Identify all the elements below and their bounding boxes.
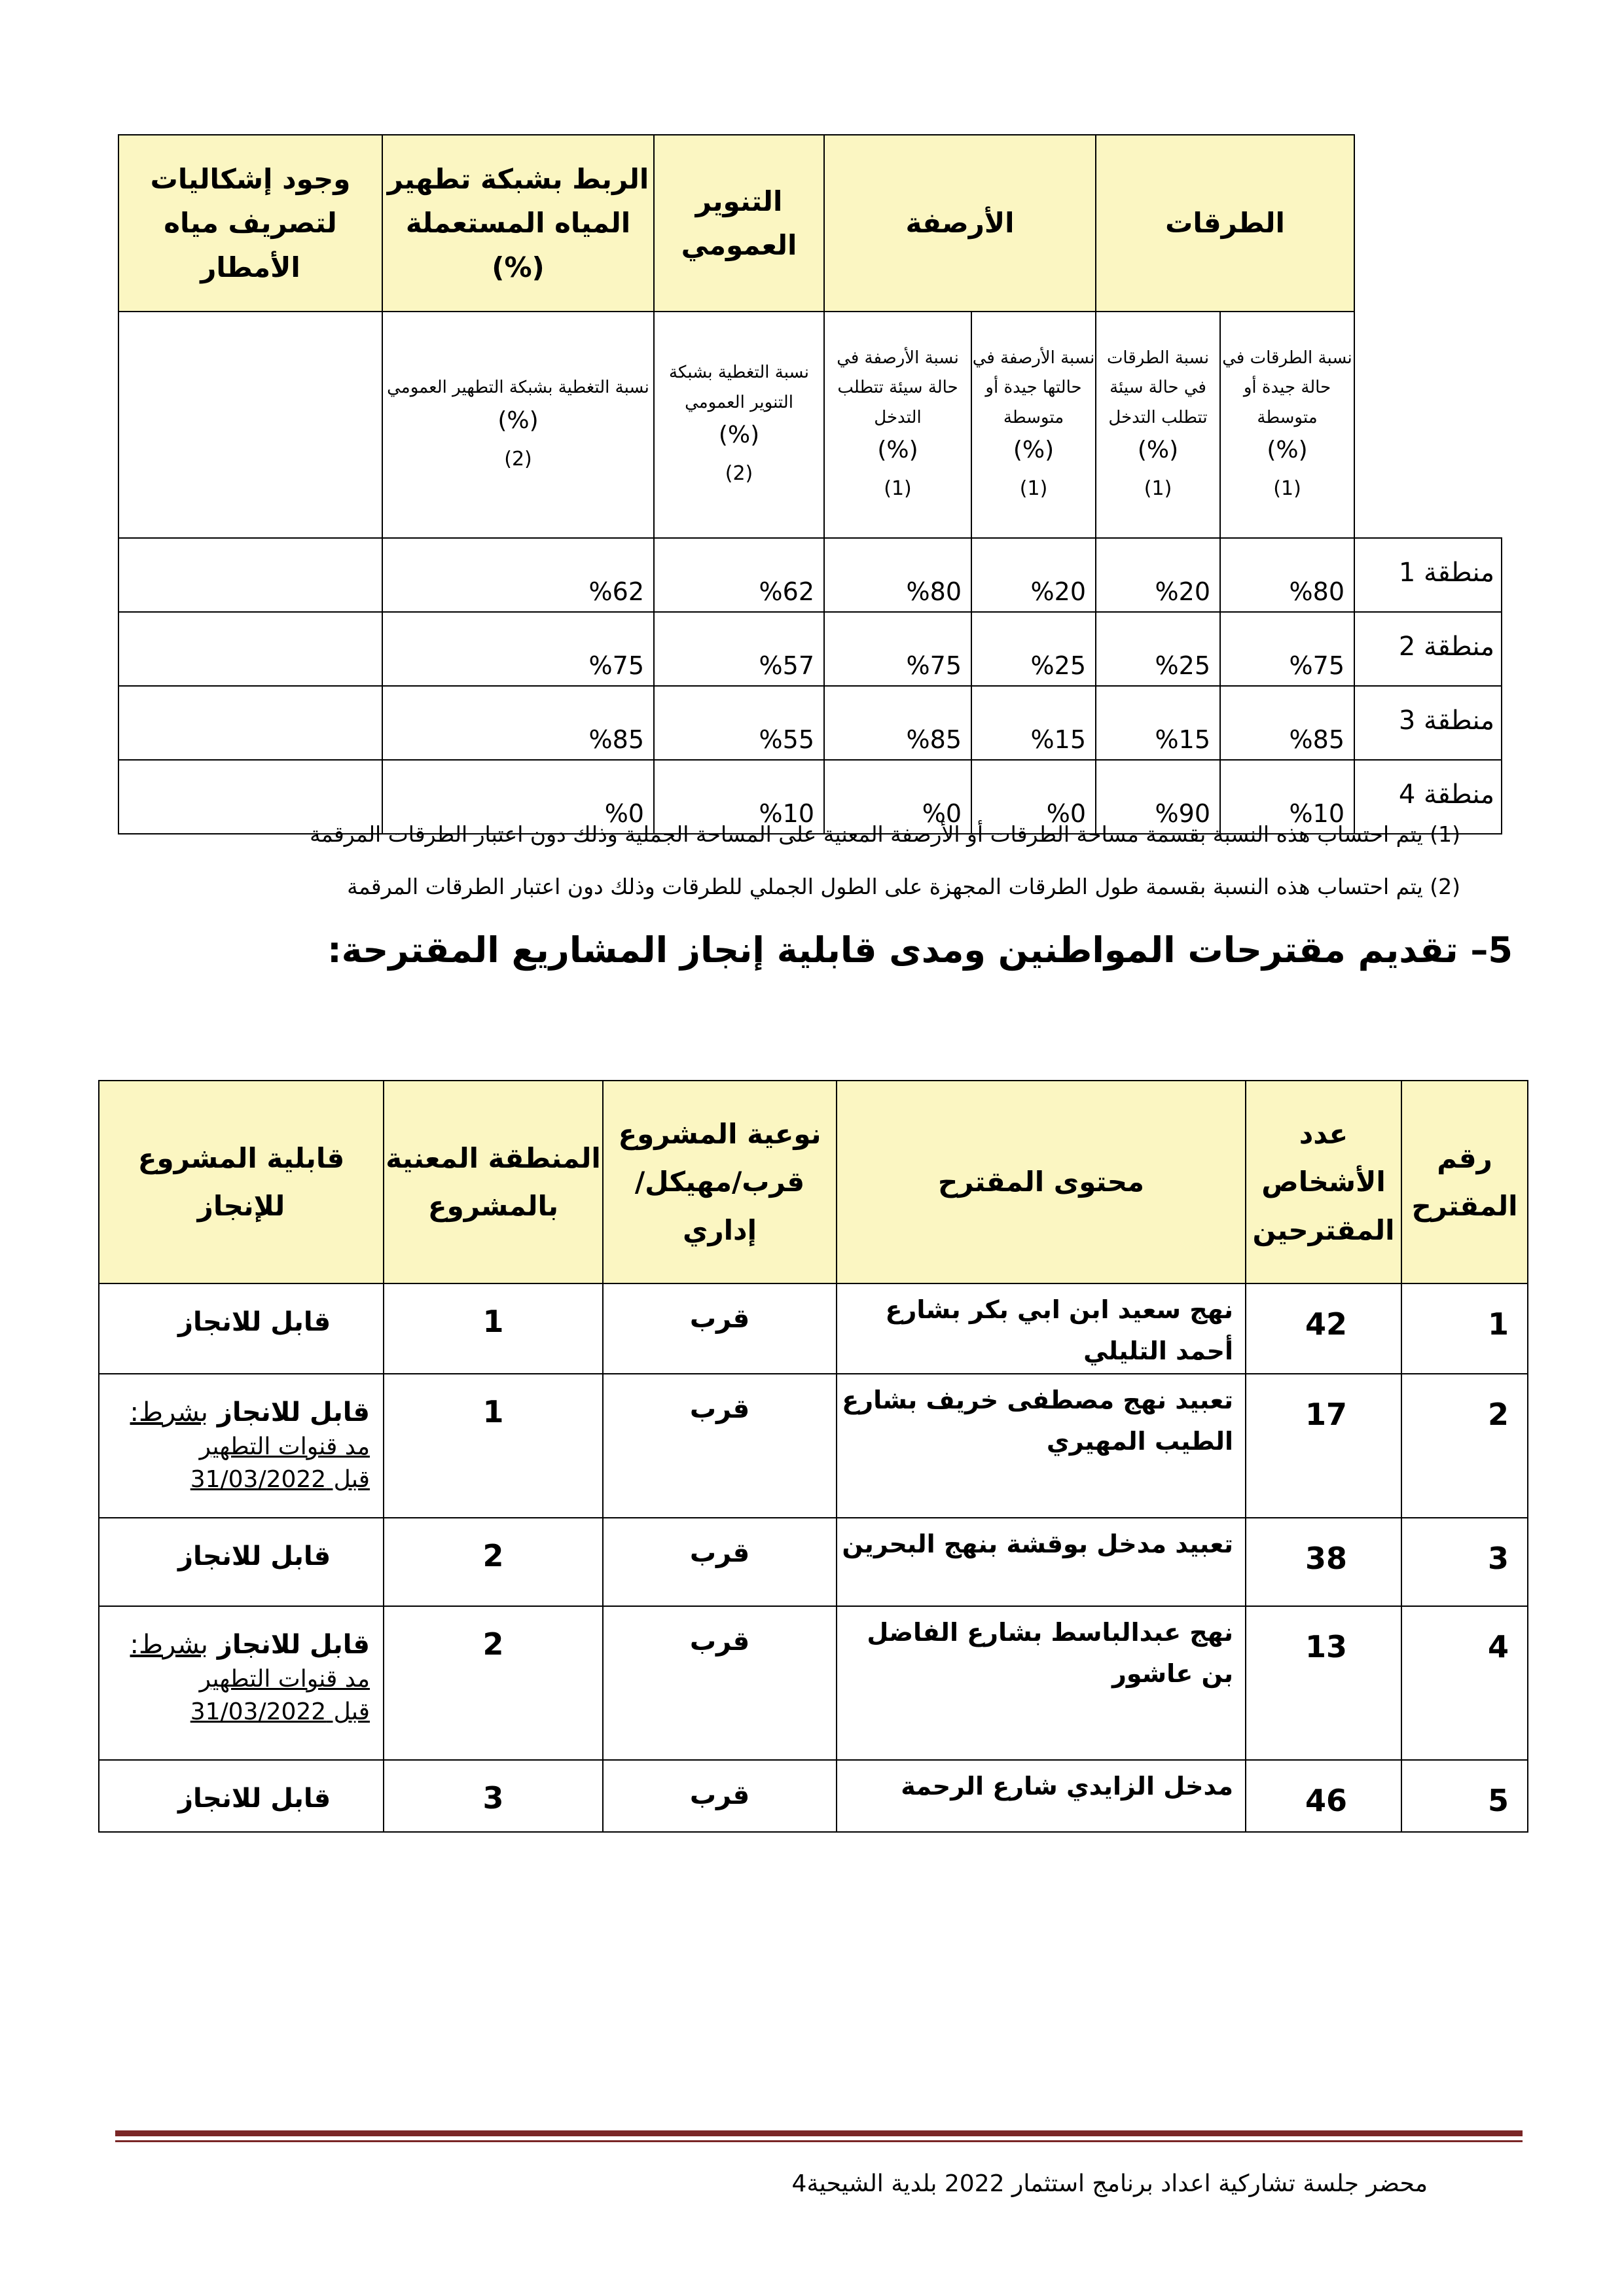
header-roads: الطرقات [1096,135,1354,312]
condition-detail: مد قنوات التطهير [199,1666,370,1693]
project-zone: 3 [384,1760,603,1832]
table-row [118,612,1502,686]
feasibility-cell [99,1374,384,1518]
condition-date: قبل 31/03/2022 [190,1466,370,1494]
cell-rainwater [118,612,382,686]
cell-sidewalks-good: %25 [971,612,1096,686]
footnote-2: (2) يتم احتساب هذه النسبة بقسمة طول الطرقات المجهزة على الطول الجملي للطرقات وذلك دون اعتبار الطرقات المرقمة [347,874,1460,899]
cell-roads-good: %85 [1220,686,1354,760]
table-row [118,686,1502,760]
project-type: قرب [603,1606,837,1760]
cell-sidewalks-good: %20 [971,538,1096,612]
proposal-content: نهج عبدالباسط بشارع الفاضل بن عاشور [837,1606,1246,1760]
project-type: قرب [603,1283,837,1374]
page-footer: محضر جلسة تشاركية اعداد برنامج استثمار 2022 بلدية الشيحية4 [791,2170,1428,2197]
footer-rule [115,2130,1523,2136]
footnote-1: (1) يتم احتساب هذه النسبة بقسمة مساحة الطرقات أو الأرصفة المعنية على المساحة الجملية وذلك دون اعتبار الطرقات المرقمة [310,821,1460,847]
cell-lighting: %55 [654,686,824,760]
zone-label: منطقة 3 [1354,686,1502,760]
condition-date: قبل 31/03/2022 [190,1698,370,1726]
header-proposal-content: محتوى المقترح [837,1081,1246,1283]
feasibility-status: قابل للانجاز [178,1541,331,1571]
proposal-number: 4 [1401,1606,1528,1760]
table-header-row [99,1081,1528,1283]
cell-roads-bad: %20 [1096,538,1220,612]
feasibility-cell [99,1760,384,1832]
header-sidewalks: الأرصفة [824,135,1096,312]
zone-label: منطقة 4 [1354,760,1502,834]
cell-roads-good: %75 [1220,612,1354,686]
feasibility-cell [99,1518,384,1606]
table-row [99,1518,1528,1606]
subheader-rainwater [118,312,382,538]
table-row [99,1374,1528,1518]
proposal-content: نهج سعيد ابن ابي بكر بشارع أحمد التليلي [837,1283,1246,1374]
subheader-roads-good: نسبة الطرقات في حالة جيدة أو متوسطة (%) (1) [1220,312,1354,538]
proposers-count: 42 [1246,1283,1401,1374]
feasibility-condition: بشرط: [130,1630,208,1660]
subheader-sidewalks-bad: نسبة الأرصفة في حالة سيئة تتطلب التدخل (%) (1) [824,312,971,538]
project-type: قرب [603,1374,837,1518]
feasibility-condition: بشرط: [130,1397,208,1427]
feasibility-cell [99,1606,384,1760]
table-row [99,1283,1528,1374]
feasibility-status: قابل للانجاز [217,1397,370,1427]
feasibility-status: قابل للانجاز [178,1307,331,1337]
header-sewer: الربط بشبكة تطهير المياه المستعملة (%) [382,135,654,312]
feasibility-status: قابل للانجاز [217,1630,370,1660]
proposers-count: 46 [1246,1760,1401,1832]
table-row [118,538,1502,612]
proposal-number: 2 [1401,1374,1528,1518]
proposal-content: مدخل الزايدي شارع الرحمة [837,1760,1246,1832]
cell-sidewalks-bad: %0 [824,760,971,834]
project-type: قرب [603,1760,837,1832]
project-zone: 1 [384,1374,603,1518]
subheader-sidewalks-good: نسبة الأرصفة في حالتها جيدة أو متوسطة (%) (1) [971,312,1096,538]
cell-lighting: %57 [654,612,824,686]
table-subheader-row [118,312,1502,538]
cell-roads-bad: %15 [1096,686,1220,760]
cell-sidewalks-good: %0 [971,760,1096,834]
proposers-count: 13 [1246,1606,1401,1760]
cell-lighting: %10 [654,760,824,834]
cell-roads-bad: %25 [1096,612,1220,686]
footer-rule-thin [115,2140,1523,2142]
header-lighting: التنوير العمومي [654,135,824,312]
proposal-number: 5 [1401,1760,1528,1832]
table-row [99,1760,1528,1832]
zone-label: منطقة 1 [1354,538,1502,612]
header-project-type: نوعية المشروع قرب/مهيكل/إداري [603,1081,837,1283]
table-header-row [118,135,1502,312]
subheader-lighting-coverage: نسبة التغطية بشبكة التنوير العمومي (%) (2) [654,312,824,538]
proposal-content: تعبيد نهج مصطفى خريف بشارع الطيب المهيري [837,1374,1246,1518]
infrastructure-status-table [118,134,1502,834]
project-zone: 2 [384,1606,603,1760]
header-proposers-count: عدد الأشخاص المقترحين [1246,1081,1401,1283]
proposals-table [98,1080,1528,1833]
subheader-sewer-coverage: نسبة التغطية بشبكة التطهير العمومي (%) (2) [382,312,654,538]
cell-sewer: %85 [382,686,654,760]
cell-sewer: %0 [382,760,654,834]
cell-sewer: %75 [382,612,654,686]
header-feasibility: قابلية المشروع للإنجاز [99,1081,384,1283]
feasibility-cell [99,1283,384,1374]
table-row [99,1606,1528,1760]
proposal-number: 3 [1401,1518,1528,1606]
header-rainwater: وجود إشكاليات لتصريف مياه الأمطار [118,135,382,312]
cell-roads-good: %10 [1220,760,1354,834]
cell-sidewalks-bad: %85 [824,686,971,760]
condition-detail: مد قنوات التطهير [199,1433,370,1460]
proposers-count: 38 [1246,1518,1401,1606]
project-type: قرب [603,1518,837,1606]
cell-rainwater [118,538,382,612]
proposal-number: 1 [1401,1283,1528,1374]
header-project-zone: المنطقة المعنية بالمشروع [384,1081,603,1283]
subheader-roads-bad: نسبة الطرقات في حالة سيئة تتطلب التدخل (%) (1) [1096,312,1220,538]
cell-sewer: %62 [382,538,654,612]
cell-rainwater [118,686,382,760]
project-zone: 2 [384,1518,603,1606]
proposers-count: 17 [1246,1374,1401,1518]
section-heading: 5– تقديم مقترحات المواطنين ومدى قابلية إنجاز المشاريع المقترحة: [327,929,1513,971]
project-zone: 1 [384,1283,603,1374]
cell-roads-bad: %90 [1096,760,1220,834]
feasibility-status: قابل للانجاز [178,1784,331,1814]
cell-roads-good: %80 [1220,538,1354,612]
zone-label: منطقة 2 [1354,612,1502,686]
proposal-content: تعبيد مدخل بوقشة بنهج البحرين [837,1518,1246,1606]
cell-lighting: %62 [654,538,824,612]
cell-sidewalks-good: %15 [971,686,1096,760]
header-proposal-number: رقم المقترح [1401,1081,1528,1283]
cell-sidewalks-bad: %75 [824,612,971,686]
cell-sidewalks-bad: %80 [824,538,971,612]
